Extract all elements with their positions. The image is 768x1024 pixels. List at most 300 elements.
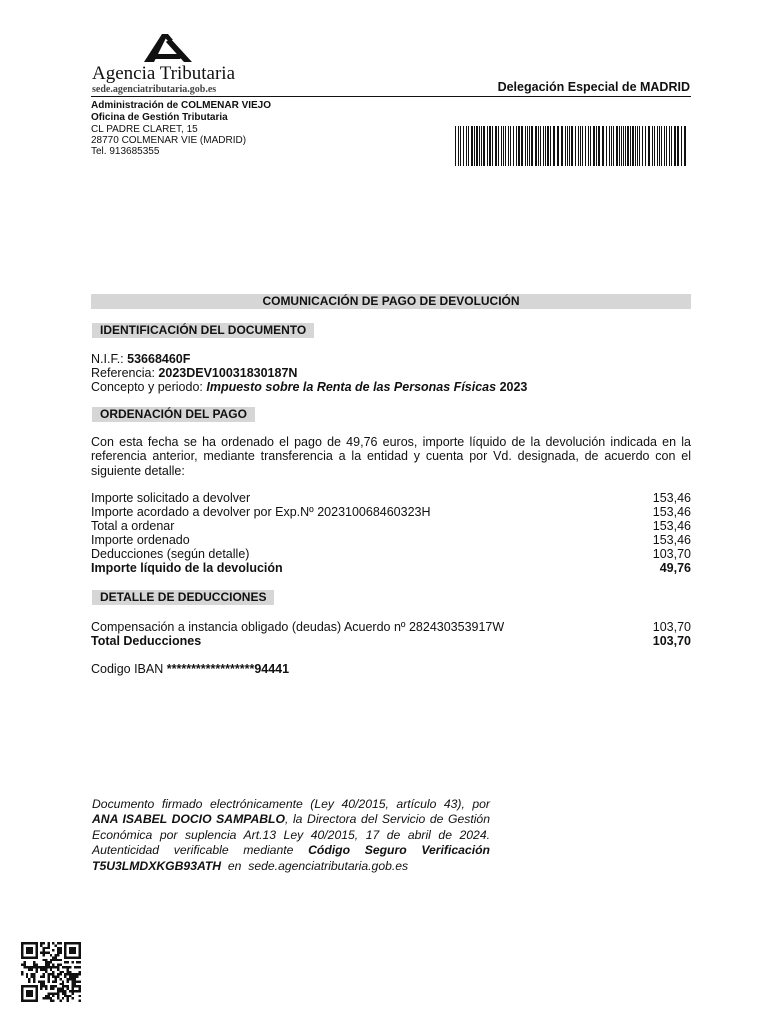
qr-module xyxy=(74,980,76,982)
barcode-bar xyxy=(654,126,655,166)
iban-tail: 94441 xyxy=(254,662,290,676)
barcode-bar xyxy=(518,126,520,166)
barcode-bar xyxy=(606,126,607,166)
barcode-bar xyxy=(525,126,526,166)
qr-module xyxy=(47,997,49,999)
iban-masked: ****************** xyxy=(166,662,255,676)
qr-module xyxy=(33,964,35,966)
qr-module xyxy=(69,947,76,954)
barcode-bar xyxy=(585,126,586,166)
qr-module xyxy=(57,990,59,992)
qr-module xyxy=(50,966,52,968)
barcode-bar xyxy=(535,126,537,166)
qr-module xyxy=(57,949,59,951)
barcode xyxy=(455,126,687,166)
qr-module xyxy=(21,964,23,966)
qr-module xyxy=(50,954,52,956)
qr-module xyxy=(28,966,30,968)
qr-module xyxy=(67,985,69,987)
qr-module xyxy=(23,966,25,968)
qr-module xyxy=(79,971,81,973)
payment-row xyxy=(91,491,691,505)
qr-module xyxy=(35,964,37,966)
qr-module xyxy=(64,990,66,992)
barcode-bar xyxy=(458,126,459,166)
barcode-bar xyxy=(543,126,544,166)
qr-module xyxy=(43,973,45,975)
barcode-bar xyxy=(623,126,624,166)
row-value: 103,70 xyxy=(652,547,691,561)
barcode-bar xyxy=(642,126,643,166)
qr-module xyxy=(33,973,35,975)
qr-module xyxy=(67,997,69,999)
qr-module xyxy=(57,997,59,999)
deductions-heading: DETALLE DE DEDUCCIONES xyxy=(92,590,274,605)
qr-module xyxy=(64,985,66,987)
qr-module xyxy=(55,980,57,982)
barcode-bar xyxy=(659,126,660,166)
qr-module xyxy=(64,995,66,997)
qr-module xyxy=(26,947,33,954)
qr-module xyxy=(47,995,49,997)
qr-module xyxy=(40,942,42,944)
verification-site: sede.agenciatributaria.gob.es xyxy=(248,858,409,873)
qr-module xyxy=(76,980,78,982)
barcode-bar xyxy=(538,126,539,166)
qr-module xyxy=(57,973,59,975)
qr-module xyxy=(57,964,59,966)
qr-module xyxy=(52,956,54,958)
qr-module xyxy=(47,966,49,968)
qr-module xyxy=(59,959,61,961)
barcode-bar xyxy=(578,126,579,166)
qr-module xyxy=(71,988,73,990)
qr-module xyxy=(59,983,61,985)
qr-module xyxy=(47,976,49,978)
barcode-bar xyxy=(547,126,549,166)
qr-module xyxy=(57,942,59,944)
agency-logo xyxy=(88,32,248,98)
payment-row xyxy=(91,519,691,533)
signature-text-1: Documento firmado electrónicamente (Ley 40/2015, artículo 43), por xyxy=(92,797,490,811)
qr-module xyxy=(40,985,42,987)
qr-module xyxy=(26,973,28,975)
qr-module xyxy=(59,952,61,954)
barcode-bar xyxy=(463,126,464,166)
qr-module xyxy=(40,988,42,990)
barcode-bar xyxy=(565,126,566,166)
qr-module xyxy=(62,985,64,987)
qr-module xyxy=(40,968,42,970)
barcode-bar xyxy=(621,126,622,166)
row-value: 153,46 xyxy=(652,505,691,519)
barcode-bar xyxy=(513,126,514,166)
qr-module xyxy=(62,997,64,999)
barcode-bar xyxy=(613,126,614,166)
qr-module xyxy=(31,968,33,970)
row-value: 153,46 xyxy=(652,533,691,547)
barcode-bar xyxy=(625,126,626,166)
qr-module xyxy=(52,985,54,987)
qr-module xyxy=(28,978,30,980)
qr-module xyxy=(50,968,52,970)
qr-module xyxy=(67,980,69,982)
qr-module xyxy=(43,966,45,968)
signature-text-3: en xyxy=(227,858,242,873)
barcode-bar xyxy=(611,126,612,166)
qr-module xyxy=(43,947,45,949)
nif-label: N.I.F.: xyxy=(91,352,124,366)
qr-module xyxy=(76,985,78,987)
barcode-bar xyxy=(588,126,589,166)
barcode-bar xyxy=(609,126,610,166)
qr-module xyxy=(45,971,47,973)
barcode-bar xyxy=(645,126,646,166)
row-value: 153,46 xyxy=(652,519,691,533)
qr-module xyxy=(40,944,42,946)
barcode-bar xyxy=(684,126,686,166)
barcode-bar xyxy=(531,126,533,166)
qr-module xyxy=(43,942,45,944)
signer-name: ANA ISABEL DOCIO SAMPABLO xyxy=(92,812,285,827)
qr-module xyxy=(57,992,59,994)
qr-module xyxy=(62,980,64,982)
concept-year: 2023 xyxy=(499,380,528,394)
qr-module xyxy=(31,976,33,978)
qr-module xyxy=(64,992,66,994)
qr-module xyxy=(47,992,49,994)
qr-module xyxy=(55,959,57,961)
qr-module xyxy=(69,966,71,968)
qr-module xyxy=(52,1000,54,1002)
qr-module xyxy=(40,983,42,985)
qr-module xyxy=(43,997,45,999)
qr-module xyxy=(57,959,59,961)
barcode-bar xyxy=(489,126,491,166)
office-name: Oficina de Gestión Tributaria xyxy=(91,112,228,123)
qr-module xyxy=(71,980,73,982)
barcode-bar xyxy=(677,126,679,166)
qr-module xyxy=(40,980,42,982)
qr-module xyxy=(71,990,73,992)
document-title: COMUNICACIÓN DE PAGO DE DEVOLUCIÓN xyxy=(262,294,520,308)
barcode-bar xyxy=(666,126,667,166)
csv-code: T5U3LMDXKGB93ATH xyxy=(92,858,222,873)
qr-module xyxy=(76,973,78,975)
barcode-bar xyxy=(481,126,482,166)
qr-module xyxy=(50,992,52,994)
qr-module xyxy=(45,988,47,990)
barcode-bar xyxy=(545,126,546,166)
qr-module xyxy=(52,992,54,994)
iban-line xyxy=(91,662,289,676)
qr-module xyxy=(52,973,54,975)
qr-module xyxy=(62,988,64,990)
qr-module xyxy=(43,968,45,970)
qr-module xyxy=(67,973,69,975)
qr-module xyxy=(62,971,64,973)
qr-module xyxy=(40,952,42,954)
qr-module xyxy=(79,961,81,963)
row-value: 153,46 xyxy=(652,491,691,505)
office-phone: Tel. 913685355 xyxy=(91,146,160,157)
concept-label: Concepto y periodo: xyxy=(91,380,203,394)
header-rule xyxy=(91,96,691,97)
qr-module xyxy=(38,980,40,982)
barcode-bar xyxy=(637,126,638,166)
qr-module xyxy=(43,949,45,951)
qr-module xyxy=(74,978,76,980)
barcode-bar xyxy=(516,126,517,166)
barcode-bar xyxy=(598,126,600,166)
row-label: Total Deducciones xyxy=(91,634,202,648)
qr-module xyxy=(52,995,54,997)
qr-module xyxy=(31,966,33,968)
delegation-title: Delegación Especial de MADRID xyxy=(497,80,690,94)
qr-module xyxy=(71,992,73,994)
qr-module xyxy=(71,973,73,975)
qr-module xyxy=(52,942,54,944)
qr-module xyxy=(55,966,57,968)
barcode-bar xyxy=(561,126,563,166)
qr-module xyxy=(76,966,78,968)
qr-module xyxy=(69,995,71,997)
qr-module xyxy=(43,983,45,985)
row-value: 103,70 xyxy=(652,634,691,648)
qr-module xyxy=(45,959,47,961)
qr-module xyxy=(69,990,71,992)
qr-module xyxy=(31,973,33,975)
row-label: Compensación a instancia obligado (deudas) Acuerdo nº 282430353917W xyxy=(91,620,505,634)
qr-module xyxy=(74,985,76,987)
barcode-bar xyxy=(483,126,485,166)
signature-block xyxy=(92,797,490,874)
qr-module xyxy=(59,973,61,975)
qr-module xyxy=(33,978,35,980)
qr-module xyxy=(47,942,49,944)
row-label: Importe solicitado a devolver xyxy=(91,491,251,505)
qr-module xyxy=(69,978,71,980)
reference-value: 2023DEV10031830187N xyxy=(158,366,298,380)
barcode-bar xyxy=(501,126,502,166)
qr-module xyxy=(47,961,49,963)
barcode-bar xyxy=(671,126,672,166)
csv-label: Código Seguro Verificación xyxy=(308,843,490,858)
qr-module xyxy=(71,997,73,999)
qr-module xyxy=(57,947,59,949)
qr-module xyxy=(50,959,52,961)
qr-module xyxy=(23,964,25,966)
barcode-bar xyxy=(567,126,568,166)
row-label: Total a ordenar xyxy=(91,519,175,533)
concept-value: Impuesto sobre la Renta de las Personas Físicas xyxy=(206,380,497,394)
qr-module xyxy=(55,992,57,994)
barcode-bar xyxy=(619,126,620,166)
qr-module xyxy=(50,997,52,999)
qr-module xyxy=(21,973,23,975)
deduction-row xyxy=(91,620,691,634)
qr-module xyxy=(23,961,25,963)
barcode-bar xyxy=(498,126,499,166)
qr-module xyxy=(59,964,61,966)
qr-module xyxy=(57,954,59,956)
barcode-bar xyxy=(455,126,456,166)
barcode-bar xyxy=(527,126,528,166)
barcode-bar xyxy=(652,126,653,166)
qr-module xyxy=(52,966,54,968)
qr-module xyxy=(28,968,30,970)
qr-module xyxy=(47,944,49,946)
qr-module xyxy=(67,988,69,990)
qr-module xyxy=(67,966,69,968)
qr-module xyxy=(43,985,45,987)
qr-module xyxy=(57,976,59,978)
qr-module xyxy=(79,966,81,968)
agency-url: sede.agenciatributaria.gob.es xyxy=(92,84,217,95)
row-label: Deducciones (según detalle) xyxy=(91,547,250,561)
qr-module xyxy=(57,966,59,968)
qr-module xyxy=(55,978,57,980)
barcode-bar xyxy=(466,126,467,166)
qr-module xyxy=(50,961,52,963)
qr-module xyxy=(74,990,76,992)
qr-module xyxy=(26,966,28,968)
qr-module xyxy=(79,988,81,990)
qr-module xyxy=(52,964,54,966)
qr-module xyxy=(45,961,47,963)
qr-module xyxy=(55,956,57,958)
qr-module xyxy=(69,973,71,975)
qr-module xyxy=(62,990,64,992)
qr-module xyxy=(52,959,54,961)
barcode-bar xyxy=(635,126,636,166)
row-value: 103,70 xyxy=(652,620,691,634)
qr-module xyxy=(47,964,49,966)
qr-module xyxy=(33,966,35,968)
barcode-bar xyxy=(460,126,461,166)
qr-module xyxy=(59,971,61,973)
qr-module xyxy=(26,990,33,997)
qr-module xyxy=(28,980,30,982)
qr-module xyxy=(45,964,47,966)
iban-label: Codigo IBAN xyxy=(91,662,164,676)
qr-module xyxy=(26,976,28,978)
barcode-bar xyxy=(569,126,570,166)
qr-module xyxy=(74,973,76,975)
qr-module xyxy=(59,1000,61,1002)
qr-module xyxy=(74,976,76,978)
qr-module xyxy=(47,947,49,949)
barcode-bar xyxy=(580,126,581,166)
qr-module xyxy=(67,961,69,963)
nif-line xyxy=(91,352,190,366)
qr-module xyxy=(52,988,54,990)
qr-module xyxy=(35,968,37,970)
barcode-bar xyxy=(590,126,591,166)
deduction-total-row xyxy=(91,634,691,648)
qr-module xyxy=(57,968,59,970)
qr-module xyxy=(45,997,47,999)
qr-module xyxy=(35,971,37,973)
qr-module xyxy=(45,947,47,949)
administration-name: Administración de COLMENAR VIEJO xyxy=(91,100,272,111)
qr-module xyxy=(64,976,66,978)
qr-module xyxy=(79,1000,81,1002)
qr-module xyxy=(79,973,81,975)
qr-module xyxy=(59,947,61,949)
qr-module xyxy=(43,952,45,954)
qr-module xyxy=(59,949,61,951)
qr-module xyxy=(71,983,73,985)
identification-heading: IDENTIFICACIÓN DEL DOCUMENTO xyxy=(92,323,314,338)
qr-module xyxy=(55,944,57,946)
qr-module xyxy=(76,976,78,978)
qr-module xyxy=(67,971,69,973)
qr-module xyxy=(59,978,61,980)
qr-module xyxy=(45,995,47,997)
barcode-bar xyxy=(674,126,676,166)
qr-module xyxy=(64,966,66,968)
barcode-bar xyxy=(508,126,509,166)
qr-module xyxy=(76,961,78,963)
barcode-bar xyxy=(681,126,682,166)
row-label: Importe ordenado xyxy=(91,533,190,547)
qr-module xyxy=(43,954,45,956)
payment-row xyxy=(91,505,691,519)
qr-module xyxy=(74,966,76,968)
qr-module xyxy=(67,1000,69,1002)
office-city: 28770 COLMENAR VIE (MADRID) xyxy=(91,135,247,146)
qr-module xyxy=(52,949,54,951)
qr-module xyxy=(52,971,54,973)
signature-text-2: , la Directora del Servicio de Gestión Económica por suplencia Art.13 Ley 40/2015, 17 de abril de 2024. Autenticidad verificable mediante xyxy=(92,812,490,858)
row-label: Importe acordado a devolver por Exp.Nº 202310068460323H xyxy=(91,505,431,519)
barcode-bar xyxy=(571,126,573,166)
barcode-bar xyxy=(476,126,478,166)
reference-label: Referencia: xyxy=(91,366,155,380)
payment-row xyxy=(91,547,691,561)
qr-module xyxy=(62,983,64,985)
qr-module xyxy=(38,966,40,968)
row-label: Importe líquido de la devolución xyxy=(91,561,283,575)
barcode-bar xyxy=(616,126,618,166)
qr-module xyxy=(33,961,35,963)
qr-module xyxy=(57,988,59,990)
barcode-bar xyxy=(468,126,469,166)
qr-module xyxy=(59,990,61,992)
qr-module xyxy=(62,992,64,994)
nif-value: 53668460F xyxy=(127,352,191,366)
agency-emblem-icon xyxy=(140,32,200,64)
barcode-bar xyxy=(479,126,480,166)
qr-module xyxy=(45,968,47,970)
qr-module xyxy=(55,954,57,956)
barcode-bar xyxy=(505,126,506,166)
payment-order-heading: ORDENACIÓN DEL PAGO xyxy=(92,407,255,422)
qr-module xyxy=(52,976,54,978)
payment-total-row xyxy=(91,561,691,575)
qr-module xyxy=(40,976,42,978)
qr-module xyxy=(69,971,71,973)
barcode-bar xyxy=(503,126,504,166)
qr-module xyxy=(74,983,76,985)
office-street: CL PADRE CLARET, 15 xyxy=(91,124,198,135)
agency-name: Agencia Tributaria xyxy=(92,63,236,84)
qr-module xyxy=(43,976,45,978)
barcode-bar xyxy=(582,126,583,166)
qr-module xyxy=(35,966,37,968)
qr-module xyxy=(43,959,45,961)
